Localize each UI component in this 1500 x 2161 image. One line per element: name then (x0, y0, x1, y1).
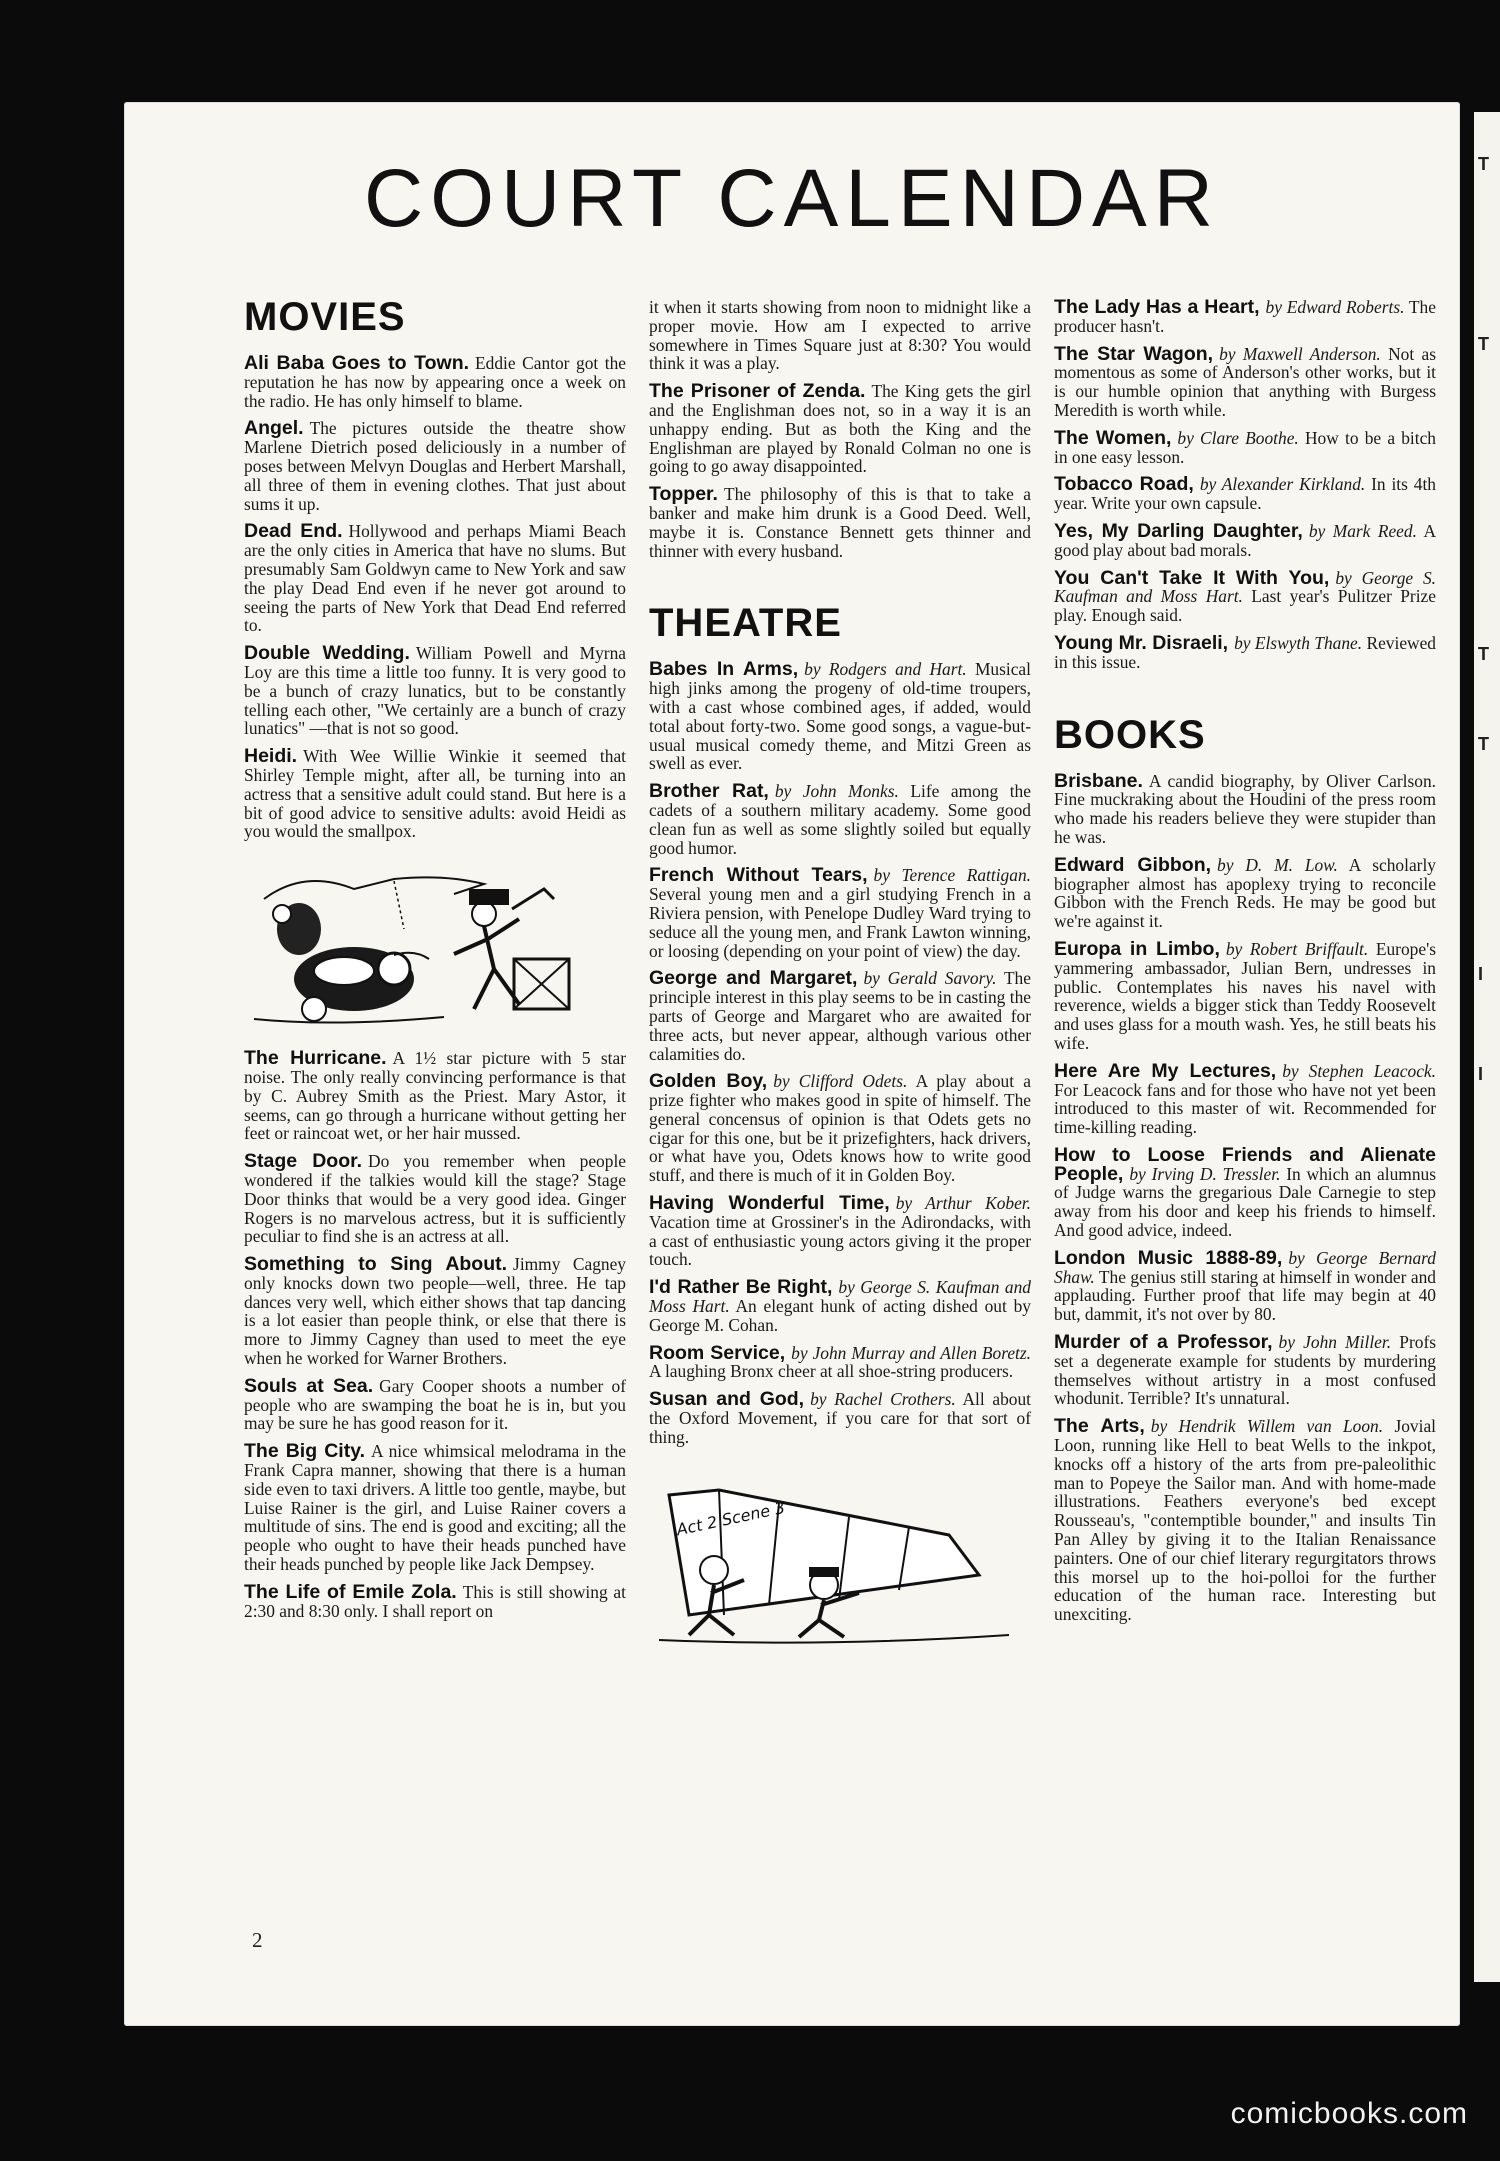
list-item: Babes In Arms, by Rodgers and Hart. Musical high jinks among the progeny of old-time troupers, with a cast whose combined ages, if added, would total about forty-two. Some good songs, a vague-but-usual musical comedy theme, and Mitzi Green as swell as ever. (649, 658, 1031, 774)
continued-text: it when it starts showing from noon to midnight like a proper movie. How am I expected to arrive somewhere in Times Square just at 8:30? You would think it was a play. (649, 297, 1031, 374)
list-item: Topper. The philosophy of this is that to take a banker and make him drunk is a Good Deed. Well, maybe it is. Constance Bennett gets thinner and thinner with every husband. (649, 483, 1031, 561)
list-item: The Hurricane. A 1½ star picture with 5 star noise. The only really convincing performance is that by C. Aubrey Smith as the Priest. Mary Astor, it seems, can go through a hurricane without getting her feet or raincoat wet, or her hair mussed. (244, 1047, 626, 1144)
list-item: Having Wonderful Time, by Arthur Kober. Vacation time at Grossiner's in the Adirondacks, with a cast of enthusiastic young actors giving it the proper touch. (649, 1192, 1031, 1270)
sign-text: Act 2 Scene 3 (674, 1497, 787, 1539)
list-item: I'd Rather Be Right, by George S. Kaufman and Moss Hart. An elegant hunk of acting dished out by George M. Cohan. (649, 1276, 1031, 1335)
list-item: The Big City. A nice whimsical melodrama in the Frank Capra manner, showing that there is a human side even to taxi drivers. A little too gentle, maybe, but Luise Rainer is the girl, and Luise Rainer covers a multitude of sins. The end is good and exciting; all the people who ought to have their heads punched have their heads punched by people like Jack Dempsey. (244, 1440, 626, 1575)
adjacent-page-edge: T T T T I I (1474, 112, 1500, 1982)
list-item: Heidi. With Wee Willie Winkie it seemed that Shirley Temple might, after all, be turning into an actress that a sensitive adult could stand. But here is a bit of good advice to sensitive adults: avoid Heidi as you would the smallpox. (244, 745, 626, 842)
list-item: Tobacco Road, by Alexander Kirkland. In its 4th year. Write your own capsule. (1054, 473, 1436, 514)
section-heading-theatre: THEATRE (649, 601, 842, 646)
page-title: COURT CALENDAR (364, 153, 1220, 244)
list-item: You Can't Take It With You, by George S. Kaufman and Moss Hart. Last year's Pulitzer Prize play. Enough said. (1054, 566, 1436, 626)
list-item: The Life of Emile Zola. This is still showing at 2:30 and 8:30 only. I shall report on (244, 1580, 626, 1621)
list-item: Young Mr. Disraeli, by Elswyth Thane. Reviewed in this issue. (1054, 631, 1437, 672)
list-item: The Lady Has a Heart, by Edward Roberts. The producer hasn't. (1054, 296, 1436, 336)
list-item: The Women, by Clare Boothe. How to be a bitch in one easy lesson. (1054, 426, 1436, 467)
magazine-page (124, 102, 1460, 2026)
column-movies (244, 294, 626, 1629)
list-item: Brother Rat, by John Monks. Life among the cadets of a southern military academy. Some good clean fun as well as some slightly soiled but equally good humor. (649, 780, 1031, 858)
list-item: George and Margaret, by Gerald Savory. The principle interest in this play seems to be in casting the parts of George and Margaret who are awaited for three acts, but never appear, although various other calamities do. (649, 967, 1031, 1064)
list-item: Edward Gibbon, by D. M. Low. A scholarly biographer almost has apoplexy trying to reconcile Gibbon with the French Reds. He may be good but we're against it. (1054, 853, 1436, 932)
list-item: Brisbane. A candid biography, by Oliver Carlson. Fine muckraking about the Houdini of the press room who made his readers believe they were stupider than he was. (1054, 769, 1436, 847)
list-item: Murder of a Professor, by John Miller. Profs set a degenerate example for students by murdering themselves without artistry in a most confused whodunit. Terrible? It's unnatural. (1054, 1331, 1436, 1409)
list-item: Here Are My Lectures, by Stephen Leacock. For Leacock fans and for those who have not yet been introduced to this master of wit. Recommended for time-killing reading. (1054, 1059, 1437, 1138)
list-item: London Music 1888-89, by George Bernard Shaw. The genius still staring at himself in wonder and applauding. Further proof that life may begin at 40 but, dammit, it's not over by 80. (1054, 1246, 1436, 1325)
section-heading-movies: MOVIES (244, 295, 406, 339)
list-item: Ali Baba Goes to Town. Eddie Cantor got the reputation he has now by appearing once a week on the radio. He has only himself to blame. (244, 352, 626, 411)
list-item: French Without Tears, by Terence Rattigan. Several young men and a girl studying French in a Riviera pension, with Penelope Dudley Ward trying to seduce all the young men, and Frank Lawton winning, or loosing (depending on your point of view) the day. (649, 864, 1031, 961)
page-number: 2 (252, 1928, 263, 1952)
list-item: How to Loose Friends and Alienate People, by Irving D. Tressler. In which an alumnus of Judge warns the gregarious Dale Carnegie to step away from his door and keep his friends to himself. And good advice, indeed. (1054, 1143, 1436, 1241)
list-item: Europa in Limbo, by Robert Briffault. Europe's yammering ambassador, Julian Bern, undresses in public. Contemplates his naves his navel with reverence, wields a bigger stick than Teddy Roosevelt and uses glass for a mouth wash. Yes, he still beats his wife. (1054, 937, 1436, 1053)
list-item: Room Service, by John Murray and Allen Boretz. A laughing Bronx cheer at all shoe-string producers. (649, 1341, 1031, 1382)
list-item: Stage Door. Do you remember when people wondered if the talkies would kill the stage? Stage Door thinks that would be a very good idea. Ginger Rogers is no marvelous actress, but it is sufficiently peculiar to find she is an actress at all. (244, 1150, 627, 1247)
cartoon-illustration-sign-carriers (649, 1475, 1019, 1645)
list-item: Souls at Sea. Gary Cooper shoots a number of people who are swamping the boat he is in, but you may be sure he has good reason for it. (244, 1374, 626, 1434)
list-item: The Star Wagon, by Maxwell Anderson. Not as momentous as some of Anderson's other works, but it is our humble opinion that anything with Burgess Meredith is worth while. (1054, 342, 1436, 420)
column-theatre (649, 298, 1031, 1665)
list-item: Double Wedding. William Powell and Myrna Loy are this time a little too funny. It is very good to be a bunch of crazy lunatics, but to be constantly telling each other, "We certainly are a bunch of crazy lunatics" —that is not so good. (244, 642, 626, 739)
list-item: Angel. The pictures outside the theatre show Marlene Dietrich posed deliciously in a number of poses between Melvyn Douglas and Herbert Marshall, all three of them in evening clothes. That just about sums it up. (244, 417, 626, 514)
list-item: Yes, My Darling Daughter, by Mark Reed. A good play about bad morals. (1054, 519, 1436, 560)
list-item: The Prisoner of Zenda. The King gets the girl and the Englishman does not, so in a way it is an unhappy ending. But as both the King and the Englishman are played by Ronald Colman no one is going to go away disappointed. (649, 380, 1031, 477)
list-item: Golden Boy, by Clifford Odets. A play about a prize fighter who makes good in spite of himself. The general concensus of opinion is that Odets gets no cigar for this one, but be it prizefighters, hack drivers, or what have you, Odets knows how to write good stuff, and there is much of it in Golden Boy. (649, 1070, 1031, 1186)
cartoon-illustration-dancers (244, 859, 614, 1029)
list-item: Something to Sing About. Jimmy Cagney only knocks down two people—well, three. He tap dances very well, which either shows that tap dancing is a lot easier than people think, or else that there is more to Jimmy Cagney than used to meet the eye when he worked for Warner Brothers. (244, 1253, 626, 1369)
list-item: Susan and God, by Rachel Crothers. All about the Oxford Movement, if you care for that sort of thing. (649, 1388, 1031, 1447)
list-item: The Arts, by Hendrik Willem van Loon. Jovial Loon, running like Hell to beat Wells to the inkpot, knocks off a history of the arts from pre-paleolithic man to Popeye the Sailor man. And with home-made illustrations. Feathers everyone's bed except Rousseau's, "contemptible bounder," and insults Tin Pan Alley by giving it to the Italian Renaissance painters. One of our chief literary regurgitators throws this morsel up to the hoi-polloi for the further education of the human race. Interesting but unexciting. (1054, 1415, 1436, 1625)
list-item: Dead End. Hollywood and perhaps Miami Beach are the only cities in America that have no slums. But presumably Sam Goldwyn came to New York and saw the play Dead End even if he never got around to seeing the parts of New York that Dead End referred to. (244, 520, 626, 636)
section-heading-books: BOOKS (1054, 712, 1206, 757)
column-books (1054, 298, 1436, 1633)
watermark: comicbooks.com (1230, 2097, 1468, 2130)
